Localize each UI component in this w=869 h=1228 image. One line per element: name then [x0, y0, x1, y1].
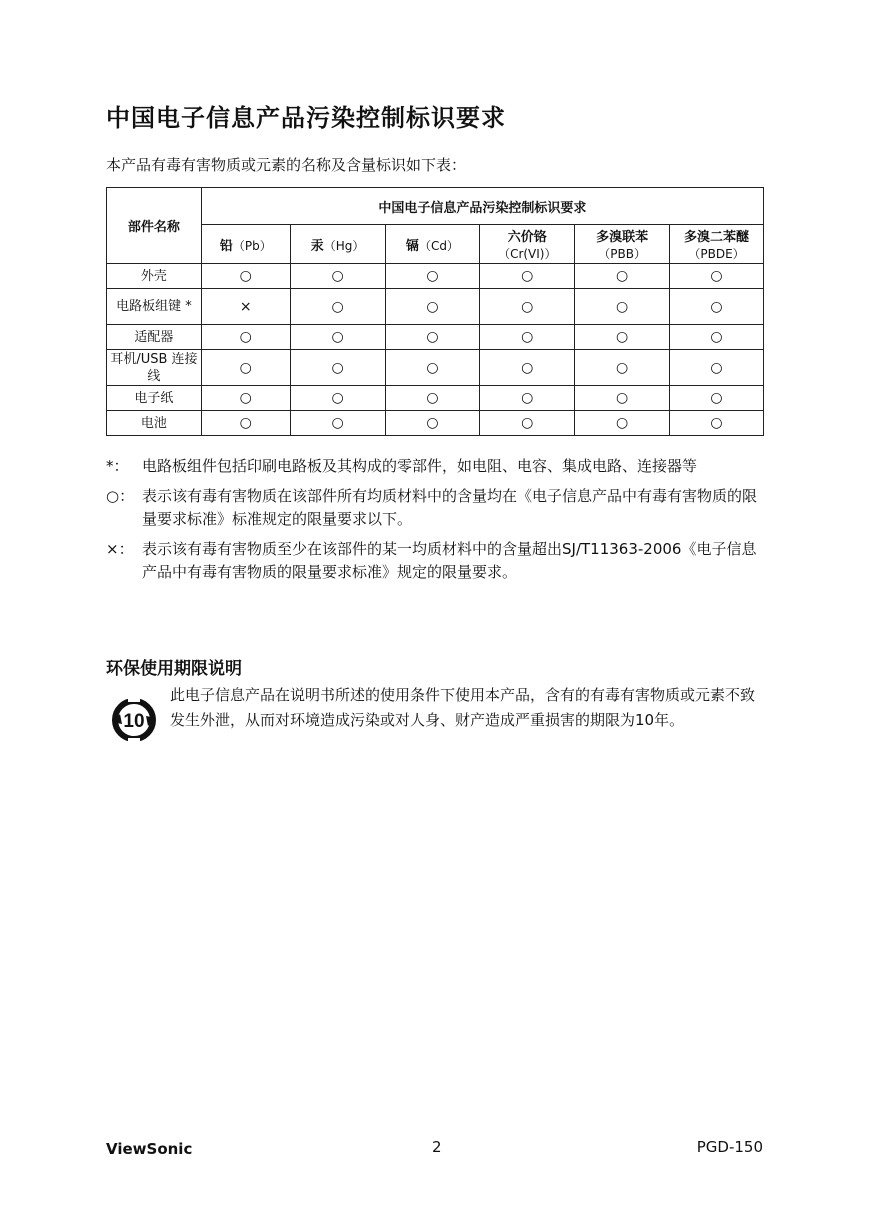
- column-header-symbol: （PBB）: [598, 247, 646, 261]
- part-name-cell: 耳机/USB 连接线: [107, 350, 202, 386]
- substance-mark-cell: ○: [480, 325, 575, 350]
- substance-mark-cell: ○: [201, 325, 290, 350]
- column-header-name: 多溴联苯: [596, 230, 649, 245]
- substance-mark-cell: ○: [290, 264, 385, 289]
- column-header: [575, 225, 670, 264]
- column-header-symbol: （Cd）: [418, 238, 459, 253]
- page-title: 中国电子信息产品污染控制标识要求: [106, 104, 506, 132]
- notes: [106, 455, 766, 591]
- footer-brand: ViewSonic: [106, 1140, 193, 1158]
- substance-mark-cell: ○: [670, 411, 764, 436]
- epup-text: 此电子信息产品在说明书所述的使用条件下使用本产品，含有的有毒有害物质或元素不致发生外泄，从而对环境造成污染或对人身、财产造成严重损害的期限为10年。: [170, 686, 756, 729]
- substance-mark-cell: ×: [201, 289, 290, 325]
- substance-mark-cell: ○: [385, 411, 480, 436]
- table-row: [107, 325, 764, 350]
- substance-mark-cell: ○: [290, 325, 385, 350]
- note-text: 电路板组件包括印刷电路板及其构成的零部件，如电阻、电容、集成电路、连接器等: [142, 457, 698, 475]
- substance-mark-cell: ○: [385, 325, 480, 350]
- substance-mark-cell: ○: [480, 386, 575, 411]
- note-text: 表示该有毒有害物质至少在该部件的某一均质材料中的含量超出SJ/T11363-2006《电子信息产品中有毒有害物质的限量要求标准》规定的限量要求。: [142, 540, 757, 581]
- substance-mark-cell: ○: [385, 386, 480, 411]
- substance-mark-cell: ○: [480, 264, 575, 289]
- footer-page-number: 2: [432, 1138, 442, 1156]
- table-row: [107, 264, 764, 289]
- column-header-symbol: （Cr(VI)）: [498, 247, 557, 261]
- column-header-name: 六价铬: [507, 230, 547, 245]
- note-item: [106, 538, 766, 584]
- substance-mark-cell: ○: [290, 386, 385, 411]
- substance-mark-cell: ○: [480, 411, 575, 436]
- column-header: [670, 225, 764, 264]
- footer-model: PGD-150: [696, 1138, 763, 1156]
- substance-mark-cell: ○: [290, 350, 385, 386]
- substance-mark-cell: ○: [480, 350, 575, 386]
- group-header: 中国电子信息产品污染控制标识要求: [201, 188, 763, 225]
- column-header: [385, 225, 480, 264]
- substance-mark-cell: ○: [670, 325, 764, 350]
- substance-mark-cell: ○: [575, 386, 670, 411]
- substance-mark-cell: ○: [575, 325, 670, 350]
- part-name-cell: 电池: [107, 411, 202, 436]
- substance-mark-cell: ○: [480, 289, 575, 325]
- column-header-symbol: （Pb）: [232, 238, 272, 253]
- substance-mark-cell: ○: [201, 264, 290, 289]
- column-header-name: 多溴二苯醚: [684, 230, 750, 245]
- substance-mark-cell: ○: [290, 289, 385, 325]
- substance-mark-cell: ○: [575, 289, 670, 325]
- substance-mark-cell: ○: [290, 411, 385, 436]
- column-header: [480, 225, 575, 264]
- hazardous-substance-table: [106, 187, 764, 436]
- substance-mark-cell: ○: [670, 289, 764, 325]
- part-name-cell: 电子纸: [107, 386, 202, 411]
- column-header-symbol: （Hg）: [323, 238, 365, 253]
- substance-mark-cell: ○: [385, 350, 480, 386]
- substance-mark-cell: ○: [201, 411, 290, 436]
- substance-mark-cell: ○: [670, 350, 764, 386]
- epup-heading: 环保使用期限说明: [106, 659, 242, 679]
- part-name-header: 部件名称: [107, 188, 202, 264]
- substance-mark-cell: ○: [575, 350, 670, 386]
- column-header: [290, 225, 385, 264]
- substance-mark-cell: ○: [670, 264, 764, 289]
- epup-logo-number: 10: [123, 711, 145, 732]
- table-row: [107, 289, 764, 325]
- substance-mark-cell: ○: [201, 350, 290, 386]
- epup-logo-icon: [108, 696, 160, 744]
- note-text: 表示该有毒有害物质在该部件所有均质材料中的含量均在《电子信息产品中有毒有害物质的限量要求标准》标准规定的限量要求以下。: [142, 487, 758, 528]
- substance-mark-cell: ○: [385, 264, 480, 289]
- note-symbol: ○：: [106, 487, 135, 505]
- part-name-cell: 电路板组键 *: [107, 289, 202, 325]
- table-row: [107, 386, 764, 411]
- table-row: [107, 350, 764, 386]
- column-header-symbol: （PBDE）: [688, 247, 745, 261]
- substance-mark-cell: ○: [575, 411, 670, 436]
- column-header-name: 镉: [405, 238, 419, 254]
- substance-mark-cell: ○: [201, 386, 290, 411]
- intro-text: 本产品有毒有害物质或元素的名称及含量标识如下表：: [106, 156, 467, 174]
- substance-mark-cell: ○: [575, 264, 670, 289]
- column-header-name: 铅: [219, 238, 233, 254]
- note-item: [106, 485, 766, 531]
- substance-mark-cell: ○: [385, 289, 480, 325]
- part-name-cell: 适配器: [107, 325, 202, 350]
- column-header-name: 汞: [310, 238, 324, 254]
- note-symbol: *：: [106, 457, 129, 475]
- note-item: [106, 455, 766, 478]
- note-symbol: ×：: [106, 540, 134, 558]
- table-row: [107, 411, 764, 436]
- column-header: [201, 225, 290, 264]
- substance-mark-cell: ○: [670, 386, 764, 411]
- part-name-cell: 外壳: [107, 264, 202, 289]
